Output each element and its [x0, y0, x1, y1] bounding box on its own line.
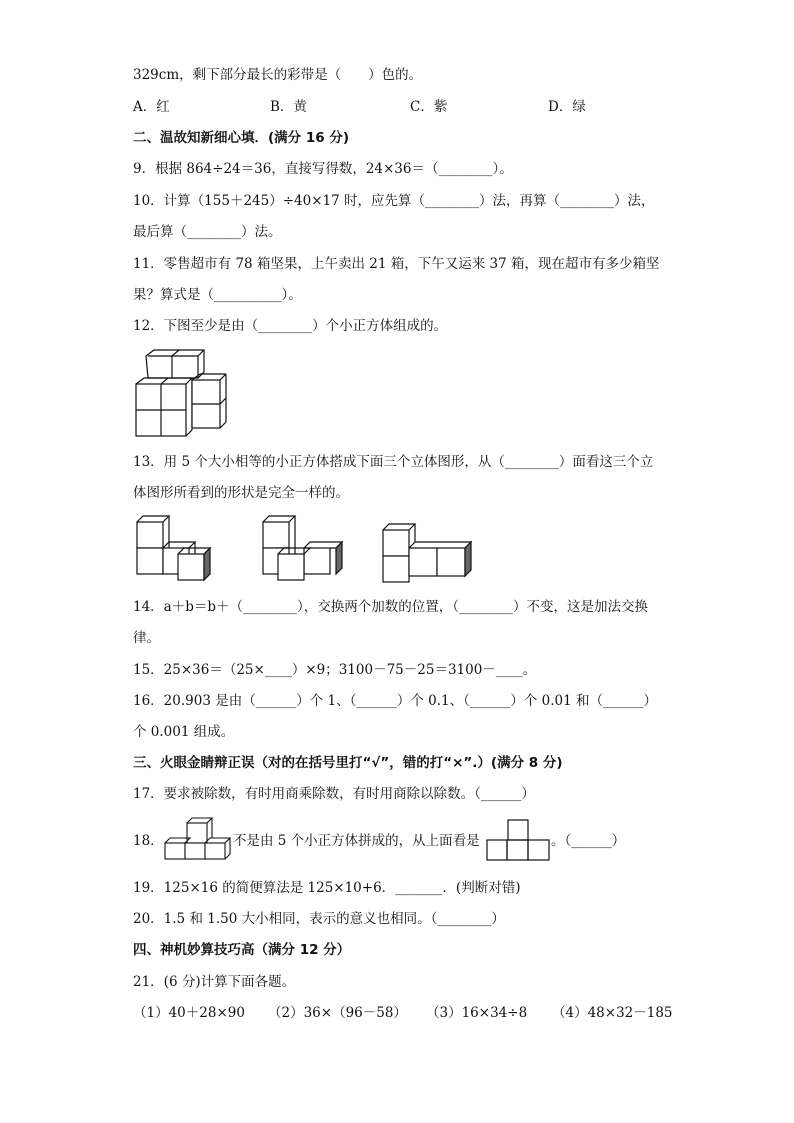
question-21: 21．(6 分)计算下面各题。	[133, 974, 296, 990]
q8-option-a[interactable]: A．红	[133, 99, 170, 115]
question-10-line-2: 最后算（________）法。	[133, 224, 282, 240]
question-16-line-2: 个 0.001 组成。	[133, 724, 235, 740]
section-3-heading: 三、火眼金睛辩正误（对的在括号里打“√”，错的打“×”.）(满分 8 分)	[133, 755, 563, 771]
q13-figure-1	[134, 514, 214, 584]
q18-cube-figure	[161, 815, 233, 863]
q21-item-1: （1）40＋28×90	[133, 1005, 245, 1021]
q21-item-2: （2）36×（96－58）	[268, 1005, 407, 1021]
question-18-text: 不是由 5 个小正方体拼成的，从上面看是	[233, 833, 480, 849]
q8-continuation: 329cm，剩下部分最长的彩带是（ ）色的。	[133, 67, 423, 83]
section-4-heading: 四、神机妙算技巧高（满分 12 分）	[133, 942, 351, 958]
question-10-line-1: 10．计算（155＋245）÷40×17 时，应先算（________）法，再算（________）法，	[133, 193, 655, 209]
q8-option-c[interactable]: C．紫	[410, 99, 448, 115]
q21-item-4: （4）48×32－185	[552, 1005, 673, 1021]
question-13-line-1: 13．用 5 个大小相等的小正方体搭成下面三个立体图形，从（________）面看这三个立	[133, 454, 654, 470]
question-14-line-1: 14．a＋b＝b＋（________），交换两个加数的位置，（________）不变，这是加法交换	[133, 599, 649, 615]
q18-top-view	[486, 819, 550, 863]
question-11-line-1: 11．零售超市有 78 箱坚果，上午卖出 21 箱，下午又运来 37 箱，现在超市有多少箱坚	[133, 256, 660, 272]
question-12: 12．下图至少是由（________）个小正方体组成的。	[133, 318, 448, 334]
question-14-line-2: 律。	[133, 630, 160, 646]
question-13-line-2: 体图形所看到的形状是完全一样的。	[133, 485, 349, 501]
q8-option-b[interactable]: B．黄	[270, 99, 307, 115]
question-9: 9．根据 864÷24＝36，直接写得数，24×36＝（________）。	[133, 161, 513, 177]
question-19: 19．125×16 的简便算法是 125×10+6．_______．(判断对错)	[133, 880, 521, 896]
question-20: 20．1.5 和 1.50 大小相同，表示的意义也相同。（________）	[133, 911, 505, 927]
q21-item-3: （3）16×34÷8	[426, 1005, 528, 1021]
question-17: 17．要求被除数，有时用商乘除数，有时用商除以除数。（______）	[133, 786, 535, 802]
question-11-line-2: 果？算式是（__________）。	[133, 287, 302, 303]
q12-cube-figure	[132, 348, 232, 440]
question-18-answer: 。（______）	[551, 833, 626, 849]
question-16-line-1: 16．20.903 是由（______）个 1、（______）个 0.1、（______）个 0.01 和（______）	[133, 693, 657, 709]
q8-option-d[interactable]: D．绿	[548, 99, 586, 115]
question-15: 15．25×36＝（25×____）×9；3100－75－25＝3100－____。	[133, 662, 537, 678]
section-2-heading: 二、温故知新细心填．(满分 16 分)	[133, 130, 350, 146]
q13-figure-3	[380, 522, 475, 584]
question-18-number: 18．	[133, 833, 164, 849]
q13-figure-2	[260, 514, 350, 584]
